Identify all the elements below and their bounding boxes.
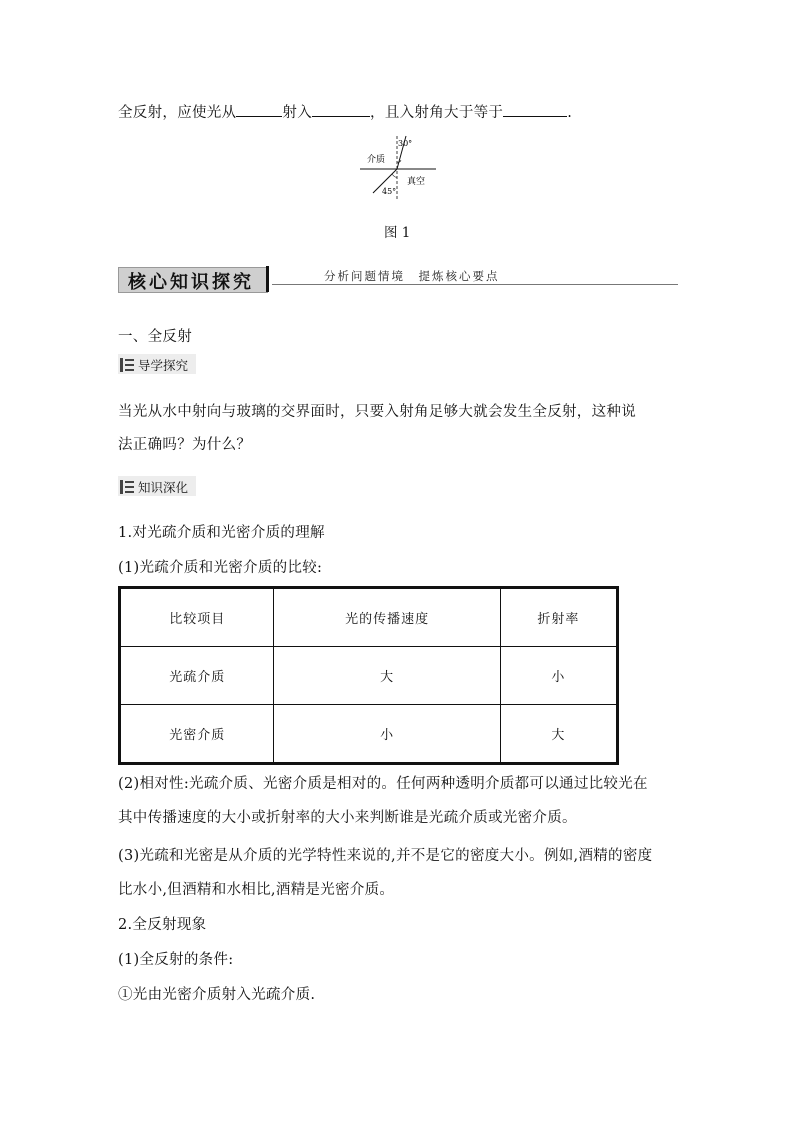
table-header-cell: 比较项目 <box>120 588 274 647</box>
guide-line-1: 当光从水中射向与玻璃的交界面时，只要入射角足够大就会发生全反射，这种说 <box>118 404 636 420</box>
guide-head-label: 导学探究 <box>138 358 189 373</box>
bars-icon <box>120 357 134 376</box>
deepen-head <box>118 476 196 496</box>
section-divider-thick <box>266 266 269 292</box>
point1-line-3: (3)光疏和光密是从介质的光学特性来说的,并不是它的密度大小。例如,酒精的密度 <box>118 848 653 864</box>
answer-blank-3 <box>503 102 567 117</box>
point1-title: 1.对光疏介质和光密介质的理解 <box>118 525 325 541</box>
table-cell: 大 <box>274 647 500 705</box>
answer-blank-2 <box>312 102 370 117</box>
table-row <box>120 705 618 764</box>
angle-arc-bottom <box>392 174 397 177</box>
question-text-3: ，且入射角大于等于 <box>370 105 504 121</box>
point1-sub1: (1)光疏介质和光密介质的比较: <box>118 560 323 576</box>
topic-heading: 一、全反射 <box>118 329 192 345</box>
point2-sub1: (1)全反射的条件: <box>118 952 234 968</box>
table-header-cell: 折射率 <box>500 588 617 647</box>
question-text-2: 射入 <box>282 105 313 121</box>
question-text-1: 全反射，应使光从 <box>118 105 237 121</box>
table-header-cell: 光的传播速度 <box>274 588 500 647</box>
guide-line-2: 法正确吗？为什么？ <box>118 437 252 453</box>
angle-bottom-label: 45° <box>382 187 397 196</box>
table-cell: 光疏介质 <box>120 647 274 705</box>
deepen-head-label: 知识深化 <box>138 480 189 495</box>
medium-label: 介质 <box>367 155 386 165</box>
table-cell: 小 <box>500 647 617 705</box>
section-header <box>118 262 678 292</box>
vacuum-label: 真空 <box>407 177 426 187</box>
angle-top-label: 30° <box>398 139 413 148</box>
table-cell: 光密介质 <box>120 705 274 764</box>
section-rule <box>272 284 678 285</box>
figure-caption: 图 1 <box>384 225 411 241</box>
section-title: 核心知识探究 <box>128 272 254 293</box>
table-row <box>120 647 618 705</box>
comparison-table <box>118 586 619 765</box>
guide-head <box>118 354 196 374</box>
section-subtitle: 分析问题情境 提炼核心要点 <box>324 269 500 283</box>
question-text-4: . <box>567 105 573 121</box>
point1-line-2: 其中传播速度的大小或折射率的大小来判断谁是光疏介质或光密介质。 <box>118 810 577 826</box>
question-line <box>118 101 572 122</box>
point1-line-1: (2)相对性:光疏介质、光密介质是相对的。任何两种透明介质都可以通过比较光在 <box>118 776 648 792</box>
point2-item1: ①光由光密介质射入光疏介质. <box>118 987 316 1003</box>
bars-icon <box>120 479 134 498</box>
point1-line-4: 比水小,但酒精和水相比,酒精是光密介质。 <box>118 882 395 898</box>
point2-title: 2.全反射现象 <box>118 917 207 933</box>
table-cell: 大 <box>500 705 617 764</box>
answer-blank-1 <box>236 102 282 117</box>
refraction-diagram <box>350 132 450 204</box>
table-cell: 小 <box>274 705 500 764</box>
table-header-row <box>120 588 618 647</box>
